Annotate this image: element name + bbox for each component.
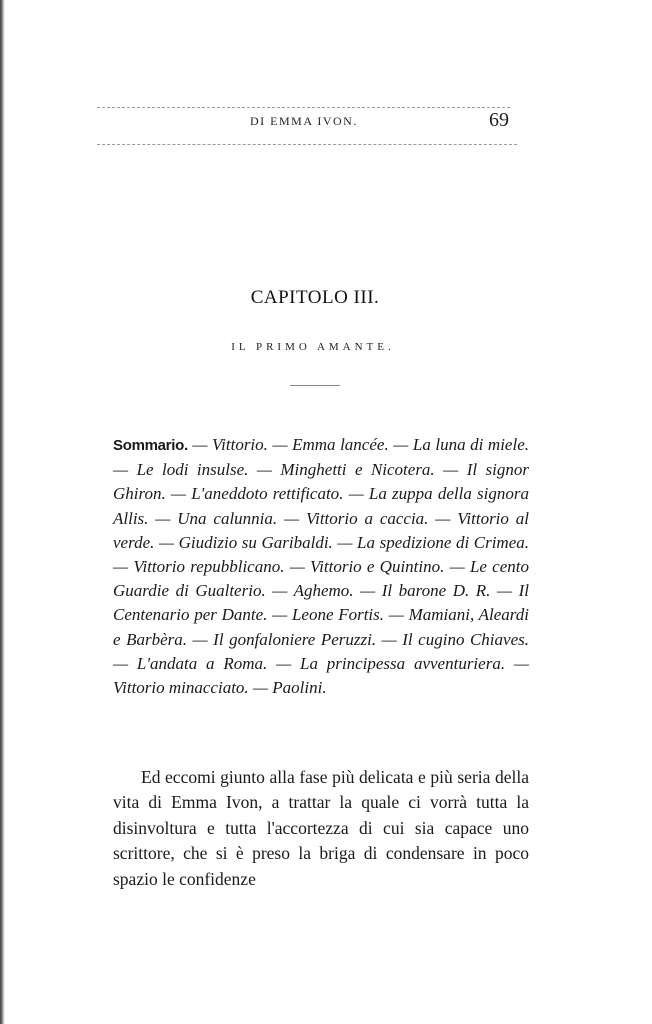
chapter-subtitle: IL PRIMO AMANTE. [231,341,395,353]
running-head: DI EMMA IVON. [250,114,358,128]
header-rule-bottom [97,144,517,145]
body-paragraph: Ed eccomi giunto alla fase più delicata e più seria della vita di Emma Ivon, a trattar la quale ci vorrà tutta la disinvoltura e tutta l'accortezza di cui sia capace uno scrittore, che si è preso la briga di condensare in poco spazio le confidenze [113,767,529,889]
page-binding-edge [0,0,5,1024]
chapter-title: CAPITOLO III. [250,287,380,308]
section-divider [290,385,340,386]
summary-label: Sommario. [113,437,188,454]
header-rule-top [97,107,510,108]
chapter-summary [113,433,529,700]
page-number: 69 [489,109,509,131]
summary-text: — Vittorio. — Emma lancée. — La luna di miele. — Le lodi insulse. — Minghetti e Nicotera. — Il signor Ghiron. — L'aneddoto rettificato. — La zuppa della signora Allis. — Una calunnia. — Vittorio a caccia. — Vittorio al verde. — Giudizio su Garibaldi. — La spedizione di Crimea. — Vittorio repubblicano. — Vittorio e Quintino. — Le cento Guardie di Gualterio. — Aghemo. — Il barone D. R. — Il Centenario per Dante. — Leone Fortis. — Mamiani, Aleardi e Barbèra. — Il gonfaloniere Peruzzi. — Il cugino Chiaves. — L'andata a Roma. — La principessa avventuriera. — Vittorio minacciato. — Paolini. [113,435,529,698]
